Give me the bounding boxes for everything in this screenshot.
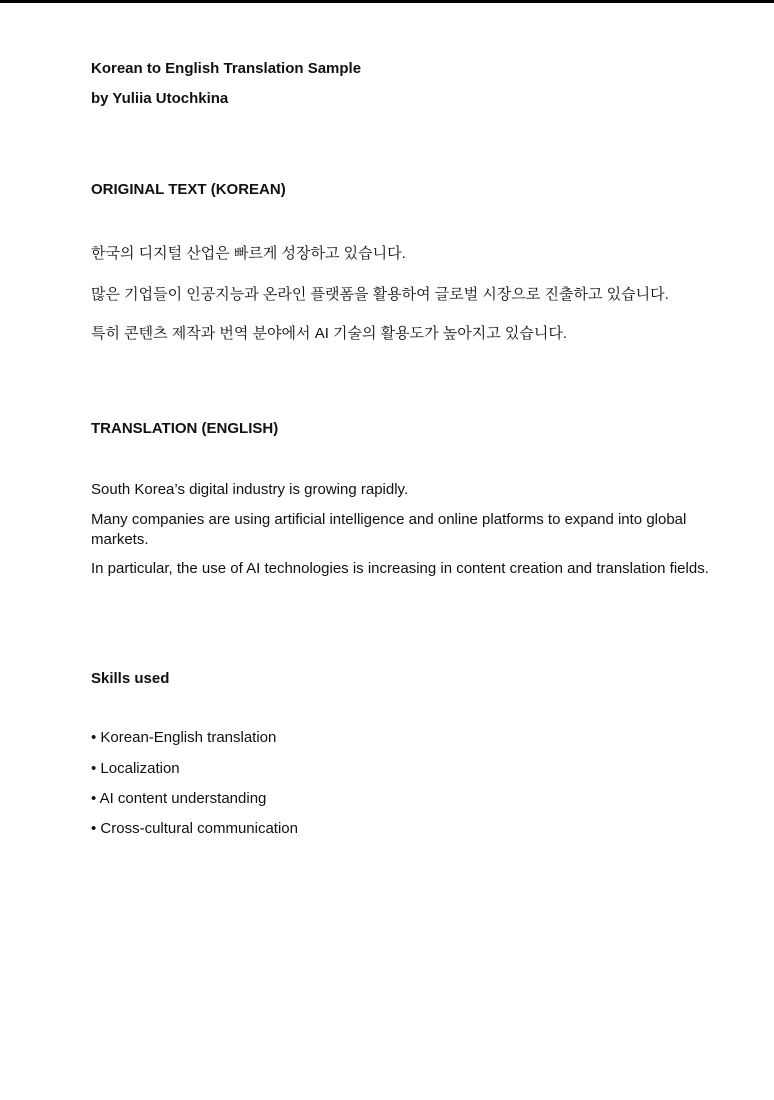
skills-heading: Skills used: [91, 670, 170, 687]
english-line-3: In particular, the use of AI technologies is increasing in content creation and translation fields.: [91, 560, 709, 577]
document-title: Korean to English Translation Sample: [91, 60, 362, 77]
original-heading: ORIGINAL TEXT (KOREAN): [91, 181, 286, 198]
translation-heading: TRANSLATION (ENGLISH): [91, 420, 279, 437]
english-line-2: Many companies are using artificial intelligence and online platforms to expand into global markets.: [91, 511, 687, 548]
skill-item: • Localization: [91, 759, 180, 779]
document-author: by Yuliia Utochkina: [91, 90, 229, 107]
skill-item: • Korean-English translation: [91, 728, 276, 748]
skill-item: • Cross-cultural communication: [91, 819, 298, 839]
korean-line-2: 많은 기업들이 인공지능과 온라인 플랫폼을 활용하여 글로벌 시장으로 진출하고 있습니다.: [91, 286, 669, 303]
skill-item: • AI content understanding: [91, 789, 266, 809]
korean-line-1: 한국의 디지털 산업은 빠르게 성장하고 있습니다.: [91, 245, 406, 262]
english-line-1: South Korea’s digital industry is growing rapidly.: [91, 481, 409, 498]
korean-line-3: 특히 콘텐츠 제작과 번역 분야에서 AI 기술의 활용도가 높아지고 있습니다.: [91, 325, 568, 342]
